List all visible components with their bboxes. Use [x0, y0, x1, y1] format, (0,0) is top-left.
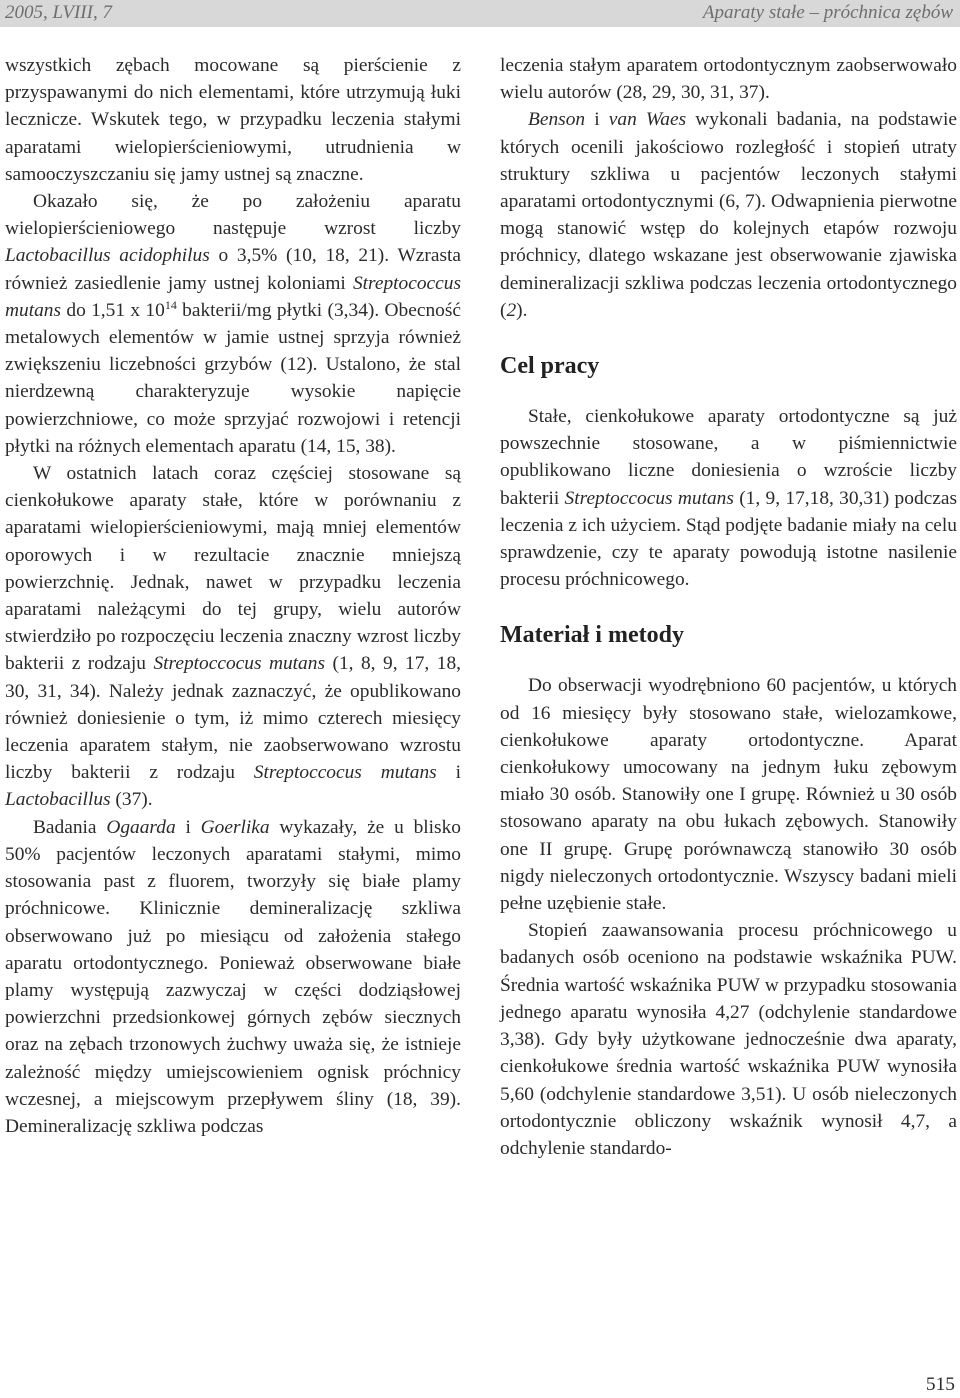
author-name: Goerlika [200, 816, 270, 838]
paragraph: Okazało się, że po założeniu aparatu wielopierścieniowego następuje wzrost liczby Lactobacillus acidophilus o 3,5% (10, 18, 21). Wzrasta również zasiedlenie jamy ustnej koloniami Streptococcus mutans do 1,51 x $10^{14}$ bakterii/mg płytki (3,34). Obecność metalowych elementów w jamie ustnej sprzyja również zwiększeniu liczebności grzybów (12). Ustalono, że stal nierdzewną charakteryzuje wysokie napięcie powierzchniowe, co może sprzyjać rozwojowi i retencji płytki na różnych elementach aparatu (14, 15, 38). [5, 191, 461, 457]
author-name: Ogaarda [106, 816, 176, 838]
right-column [500, 52, 957, 1162]
paragraph: Stałe, cienkołukowe aparaty ortodontyczne są już powszechnie stosowane, a w piśmiennictwie opublikowano liczne doniesienia o wzroście liczby bakterii Streptoccocus mutans (1, 9, 17,18, 30,31) podczas leczenia z ich użyciem. Stąd podjęte badanie miały na celu sprawdzenie, czy te aparaty powodują istotne nasilenie procesu próchnicowego. [500, 406, 958, 591]
author-name: Benson [528, 109, 586, 131]
section-heading-cel-pracy: Cel pracy [500, 353, 600, 380]
paragraph: wszystkich zębach mocowane są pierścienie z przyspawanymi do nich elementami, które utrzymują łuki lecznicze. Wskutek tego, w przypadku leczenia stałymi aparatami wielopierścieniowymi, utrudnienia w samooczyszczaniu się jamy ustnej są znaczne. [5, 55, 461, 185]
running-header [0, 0, 960, 27]
running-title: Aparaty stałe – próchnica zębów [702, 2, 953, 23]
paragraph: Stopień zaawansowania procesu próchnicowego u badanych osób oceniono na podstawie wskaźnika PUW. Średnia wartość wskaźnika PUW w przypadku stosowania jednego aparatu wynosiła 4,27 (odchylenie standardowe 3,38). Gdy były użytkowane jednocześnie dwa aparaty, cienkołukowe średnia wartość wskaźnika PUW wynosiła 5,60 (odchylenie standardowe 3,51). U osób nieleczonych ortodontycznie obliczony wskaźnik wynosił 4,7, a odchylenie standardo- [500, 920, 957, 1159]
species-name: Streptoccocus mutans [564, 487, 734, 509]
author-name: van Waes [608, 109, 687, 131]
exponent: 14 [164, 297, 177, 312]
species-name: Lactobacillus [5, 789, 111, 811]
paragraph: Do obserwacji wyodrębniono 60 pacjentów, u których od 16 miesięcy były stosowano stałe, wielozamkowe, cienkołukowe aparaty ortodontyczne. Aparat cienkołukowy umocowany na jednym łuku zębowym miało 30 osób. Stanowiły one I grupę. Również u 30 osób stosowano aparaty na obu łukach zębowych. Stanowiły one II grupę. Grupę porównawczą stanowiło 30 osób nigdy nieleczonych ortodontycznie. Wszyscy badani mieli pełne uzębienie stałe. [500, 675, 957, 915]
section-heading-material-i-metody: Materiał i metody [500, 622, 684, 649]
paragraph: leczenia stałym aparatem ortodontycznym zaobserwowało wielu autorów (28, 29, 30, 31, 37). [500, 55, 957, 104]
species-name: Lactobacillus acidophilus [5, 245, 210, 267]
left-column [5, 52, 461, 1140]
species-name: Streptococcus mutans [5, 272, 461, 321]
species-name: Streptoccocus mutans [153, 653, 325, 675]
paragraph: Badania Ogaarda i Goerlika wykazały, że u blisko 50% pacjentów leczonych aparatami stałymi, mimo stosowania past z fluorem, tworzyły się białe plamy próchnicowe. Klinicznie demineralizację szkliwa obserwowano już po miesiącu od założenia stałego aparatu ortodontycznego. Ponieważ obserwowane białe plamy występują zazwyczaj w części dodziąsłowej powierzchni przedsionkowej górnych zębów siecznych oraz na zębach trzonowych żuchwy uważa się, że istnieje zależność między umiejscowieniem ognisk próchnicy wczesnej, a miejscowym przepływem śliny (18, 39). Demineralizację szkliwa podczas [5, 816, 461, 1137]
paragraph: W ostatnich latach coraz częściej stosowane są cienkołukowe aparaty stałe, które w porównaniu z aparatami wielopierścieniowymi, mają mniej elementów oporowych i w rezultacie znacznie mniejszą powierzchnię. Jednak, nawet w przypadku leczenia aparatami należącymi do tej grupy, wielu autorów stwierdziło po rozpoczęciu leczenia znaczny wzrost liczby bakterii z rodzaju Streptoccocus mutans (1, 8, 9, 17, 18, 30, 31, 34). Należy jednak zaznaczyć, że opublikowano również doniesienie o tym, iż mimo czterech miesięcy leczenia aparatem stałym, nie zaobserwowano wzrostu liczby bakterii z rodzaju Streptoccocus mutans i Lactobacillus (37). [5, 463, 461, 811]
reference-number: 2 [506, 299, 517, 321]
page-number: 515 [925, 1374, 955, 1395]
species-name: Streptoccocus mutans [253, 762, 437, 784]
paragraph: Benson i van Waes wykonali badania, na podstawie których ocenili jakościowo rozległość i stopień utraty struktury szkliwa u pacjentów leczonych stałymi aparatami ortodontycznymi (6, 7). Odwapnienia pierwotne mogą stanowić wstęp do kolejnych etapów rozwoju próchnicy, dlatego wskazane jest obserwowanie zjawiska demineralizacji szkliwa podczas leczenia ortodontycznego (2). [500, 109, 957, 321]
journal-issue: 2005, LVIII, 7 [5, 2, 112, 23]
